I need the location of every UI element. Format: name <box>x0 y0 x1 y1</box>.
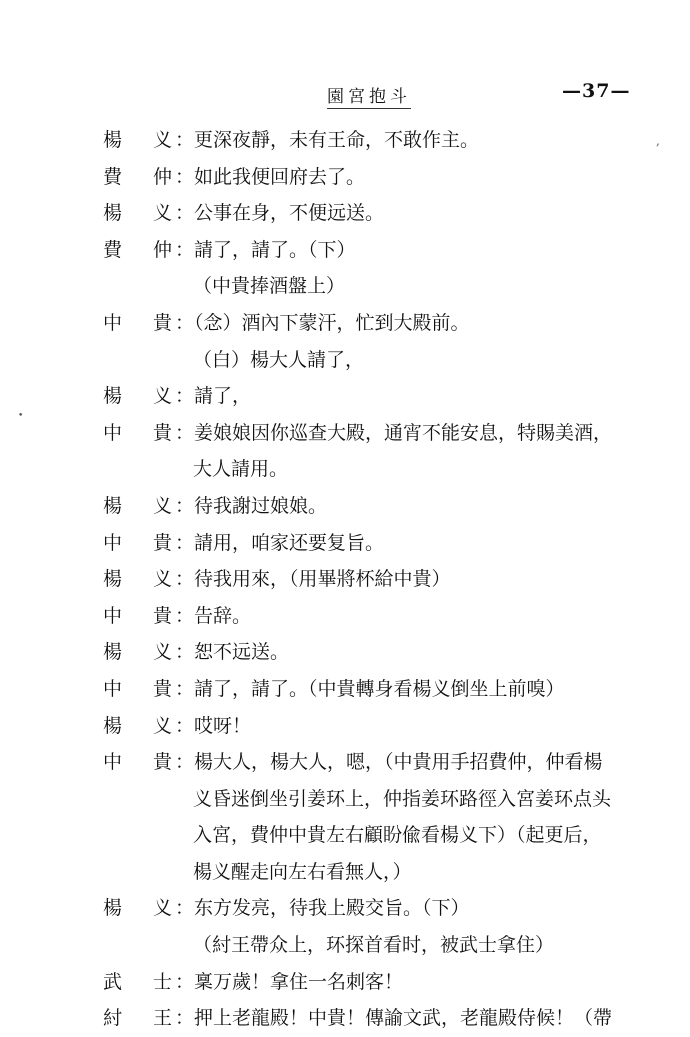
dialogue-text: ：待我謝过娘娘。 <box>175 494 328 517</box>
continuation-text: 入宮，費仲中貴左右顧盼偸看楊义下）（起更后， <box>193 824 602 847</box>
speaker-char: 中 <box>103 421 123 444</box>
speaker-name <box>103 890 175 927</box>
speaker-char: 楊 <box>103 202 123 225</box>
speaker-char: 中 <box>103 311 123 334</box>
speaker-char: 中 <box>103 531 123 554</box>
speaker-char: 費 <box>103 238 123 261</box>
dialogue-text: ：請了， <box>175 385 252 408</box>
dialogue-line <box>0 378 690 415</box>
continuation-text: （中貴捧酒盤上） <box>193 275 346 298</box>
speaker-name <box>103 159 175 196</box>
continuation-line <box>0 781 690 818</box>
dialogue-line <box>0 488 690 525</box>
continuation-line <box>0 927 690 964</box>
speaker-char: 义 <box>153 385 173 408</box>
dialogue-text: ：姜娘娘因你巡查大殿，通宵不能安息，特賜美酒， <box>175 421 613 444</box>
continuation-text: 楊义醒走向左右看無人，） <box>193 860 412 883</box>
stray-mark: , <box>656 134 660 148</box>
speaker-char: 中 <box>103 677 123 700</box>
speaker-char: 貴 <box>153 311 173 334</box>
dialogue-text: ：押上老龍殿！中貴！傳諭文武，老龍殿侍候！（帶 <box>175 1007 613 1030</box>
stray-mark: • <box>18 411 24 421</box>
speaker-name <box>103 378 175 415</box>
continuation-line <box>0 817 690 854</box>
dialogue-line <box>0 305 690 342</box>
speaker-name <box>103 232 175 269</box>
dialogue-line <box>0 1000 690 1037</box>
speaker-char: 仲 <box>153 238 173 261</box>
speaker-name <box>103 708 175 745</box>
speaker-char: 貴 <box>153 421 173 444</box>
dialogue-line <box>0 159 690 196</box>
speaker-char: 貴 <box>153 604 173 627</box>
dialogue-text: ：（念）酒內下蒙汗，忙到大殿前。 <box>175 311 470 334</box>
speaker-name <box>103 305 175 342</box>
speaker-name <box>103 634 175 671</box>
speaker-name <box>103 195 175 232</box>
dialogue-line <box>0 744 690 781</box>
dialogue-line <box>0 890 690 927</box>
dialogue-line <box>0 708 690 745</box>
speaker-char: 义 <box>153 129 173 151</box>
dialogue-text: ：請用，咱家还要复旨。 <box>175 531 385 554</box>
speaker-char: 楊 <box>103 129 123 151</box>
speaker-name <box>103 964 175 1001</box>
speaker-name <box>103 671 175 708</box>
speaker-char: 楊 <box>103 385 123 408</box>
dialogue-text: ：楊大人，楊大人，嗯，（中貴用手招費仲，仲看楊 <box>175 751 603 774</box>
dialogue-line <box>0 634 690 671</box>
page-header <box>0 82 690 112</box>
continuation-text: （白）楊大人請了， <box>193 348 365 371</box>
speaker-char: 貴 <box>153 751 173 774</box>
dialogue-text: ：更深夜靜，未有王命，不敢作主。 <box>175 129 480 151</box>
dialogue-line <box>0 525 690 562</box>
continuation-text: 大人請用。 <box>193 458 289 481</box>
speaker-char: 紂 <box>103 1007 123 1030</box>
speaker-char: 貴 <box>153 531 173 554</box>
dialogue-line <box>0 232 690 269</box>
speaker-name <box>103 525 175 562</box>
continuation-line <box>0 451 690 488</box>
dialogue-text: ：告辞。 <box>175 604 252 627</box>
speaker-char: 楊 <box>103 494 123 517</box>
dialogue-text: ：公事在身，不便远送。 <box>175 202 385 225</box>
speaker-name <box>103 488 175 525</box>
continuation-line <box>0 342 690 379</box>
dialogue-text: ：哎呀！ <box>175 714 252 737</box>
speaker-char: 楊 <box>103 897 123 920</box>
speaker-char: 义 <box>153 714 173 737</box>
script-body <box>0 122 690 1037</box>
dialogue-text: ：恕不远送。 <box>175 641 290 664</box>
speaker-char: 义 <box>153 568 173 591</box>
speaker-name <box>103 122 175 159</box>
speaker-char: 費 <box>103 165 123 188</box>
speaker-char: 义 <box>153 641 173 664</box>
continuation-line <box>0 854 690 891</box>
speaker-char: 义 <box>153 897 173 920</box>
speaker-char: 中 <box>103 604 123 627</box>
dialogue-line <box>0 598 690 635</box>
continuation-text: 义昏迷倒坐引姜环上，仲指姜环路徑入宮姜环点头 <box>193 787 612 810</box>
running-title: 園宮抱斗 <box>327 82 411 109</box>
continuation-text: （紂王帶众上，环探首看时，被武士拿住） <box>193 934 555 957</box>
speaker-char: 武 <box>103 970 123 993</box>
speaker-char: 义 <box>153 202 173 225</box>
dialogue-text: ：請了，請了。（中貴轉身看楊义倒坐上前嗅） <box>175 677 565 700</box>
dialogue-line <box>0 671 690 708</box>
speaker-char: 楊 <box>103 641 123 664</box>
speaker-name <box>103 744 175 781</box>
dialogue-text: ：如此我便回府去了。 <box>175 165 366 188</box>
dialogue-line <box>0 415 690 452</box>
speaker-char: 楊 <box>103 714 123 737</box>
speaker-char: 士 <box>153 970 173 993</box>
dialogue-text: ：东方发亮，待我上殿交旨。（下） <box>175 897 470 920</box>
speaker-char: 仲 <box>153 165 173 188</box>
speaker-char: 中 <box>103 751 123 774</box>
speaker-name <box>103 561 175 598</box>
speaker-name <box>103 598 175 635</box>
speaker-name <box>103 1000 175 1037</box>
dialogue-line <box>0 122 690 159</box>
continuation-line <box>0 268 690 305</box>
dialogue-text: ：待我用來，（用畢將杯給中貴） <box>175 568 451 591</box>
dialogue-text: ：稟万歲！拿住一名刺客！ <box>175 970 404 993</box>
dialogue-line <box>0 195 690 232</box>
speaker-name <box>103 415 175 452</box>
speaker-char: 楊 <box>103 568 123 591</box>
dialogue-text: ：請了，請了。（下） <box>175 238 356 261</box>
speaker-char: 义 <box>153 494 173 517</box>
dialogue-line <box>0 964 690 1001</box>
dialogue-line <box>0 561 690 598</box>
page-number: —37— <box>562 80 631 102</box>
speaker-char: 貴 <box>153 677 173 700</box>
speaker-char: 王 <box>153 1007 173 1030</box>
